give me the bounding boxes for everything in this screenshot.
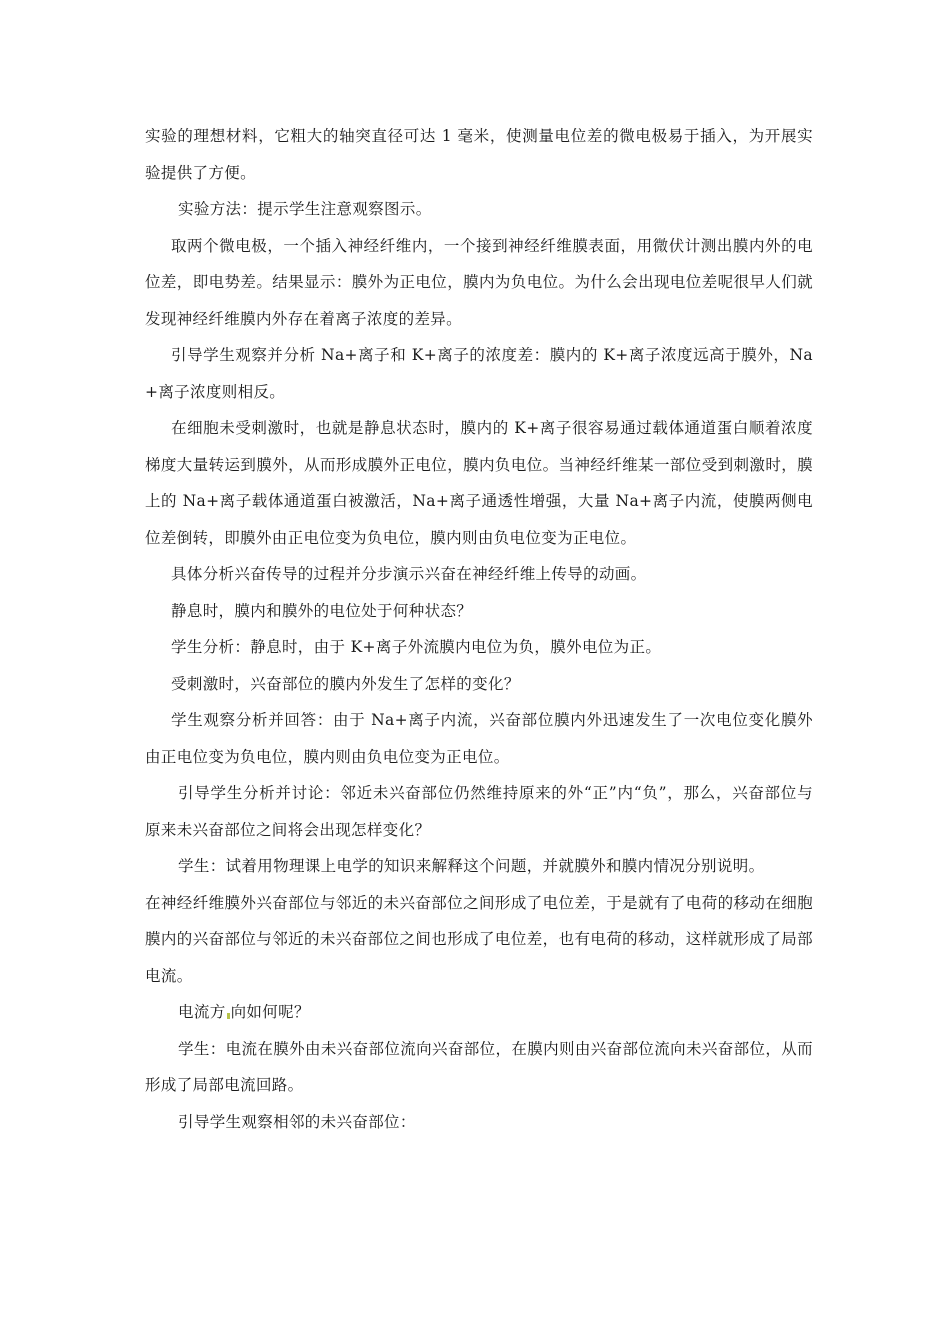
paragraph-conduction-animation: 具体分析兴奋传导的过程并分步演示兴奋在神经纤维上传导的动画。 (171, 565, 647, 583)
paragraph-local-current: 在神经纤维膜外兴奋部位与邻近的未兴奋部位之间形成了电位差，于是就有了电荷的移动在细胞膜内的兴奋部位与邻近的未兴奋部位之间也形成了电位差，也有电荷的移动，这样就形成了局部电流。 (145, 893, 813, 985)
paragraph-current-loop: 学生：电流在膜外由未兴奋部位流向兴奋部位，在膜内则由兴奋部位流向未兴奋部位，从而形成了局部电流回路。 (145, 1039, 813, 1094)
paragraph-student-answer: 学生观察分析并回答：由于 Na+离子内流，兴奋部位膜内外迅速发生了一次电位变化膜外由正电位变为负电位，膜内则由负电位变为正电位。 (145, 711, 813, 766)
paragraph-observe-adjacent: 引导学生观察相邻的未兴奋部位： (178, 1112, 416, 1131)
paragraph-material-intro: 实验的理想材料，它粗大的轴突直径可达 1 毫米，使测量电位差的微电极易于插入，为开展实验提供了方便。 (145, 127, 813, 182)
question-text-start: 电流方 (178, 1003, 226, 1021)
document-body (145, 118, 813, 1140)
question-text-end: 向如何呢？ (230, 1003, 310, 1021)
paragraph-experiment-method: 实验方法：提示学生注意观察图示。 (178, 200, 432, 218)
paragraph-current-direction-question (145, 994, 813, 1031)
paragraph-ion-concentration: 引导学生观察并分析 Na+离子和 K+离子的浓度差：膜内的 K+离子浓度远高于膜外，Na+离子浓度则相反。 (145, 346, 813, 401)
paragraph-microelectrode: 取两个微电极，一个插入神经纤维内，一个接到神经纤维膜表面，用微伏计测出膜内外的电位差，即电势差。结果显示：膜外为正电位，膜内为负电位。为什么会出现电位差呢很早人们就发现神经纤维膜内外存在着离子浓度的差异。 (145, 236, 813, 328)
paragraph-resting-question: 静息时，膜内和膜外的电位处于何种状态？ (171, 601, 473, 620)
paragraph-stimulus-question: 受刺激时，兴奋部位的膜内外发生了怎样的变化？ (171, 674, 520, 693)
highlight-mark (227, 1013, 230, 1019)
paragraph-resting-state: 在细胞未受刺激时，也就是静息状态时，膜内的 K+离子很容易通过载体通道蛋白顺着浓度梯度大量转运到膜外，从而形成膜外正电位，膜内负电位。当神经纤维某一部位受到刺激时，膜上的 Na+离子载体通道蛋白被激活，Na+离子通透性增强，大量 Na+离子内流，使膜两侧电位差倒转，即膜外由正电位变为负电位，膜内则由负电位变为正电位。 (145, 419, 813, 547)
paragraph-student-analysis: 学生分析：静息时，由于 K+离子外流膜内电位为负，膜外电位为正。 (171, 638, 662, 656)
paragraph-discussion-guide: 引导学生分析并讨论：邻近未兴奋部位仍然维持原来的外“正”内“负”，那么，兴奋部位与原来未兴奋部位之间将会出现怎样变化？ (145, 784, 813, 839)
paragraph-physics-explanation: 学生：试着用物理课上电学的知识来解释这个问题，并就膜外和膜内情况分别说明。 (178, 857, 765, 875)
